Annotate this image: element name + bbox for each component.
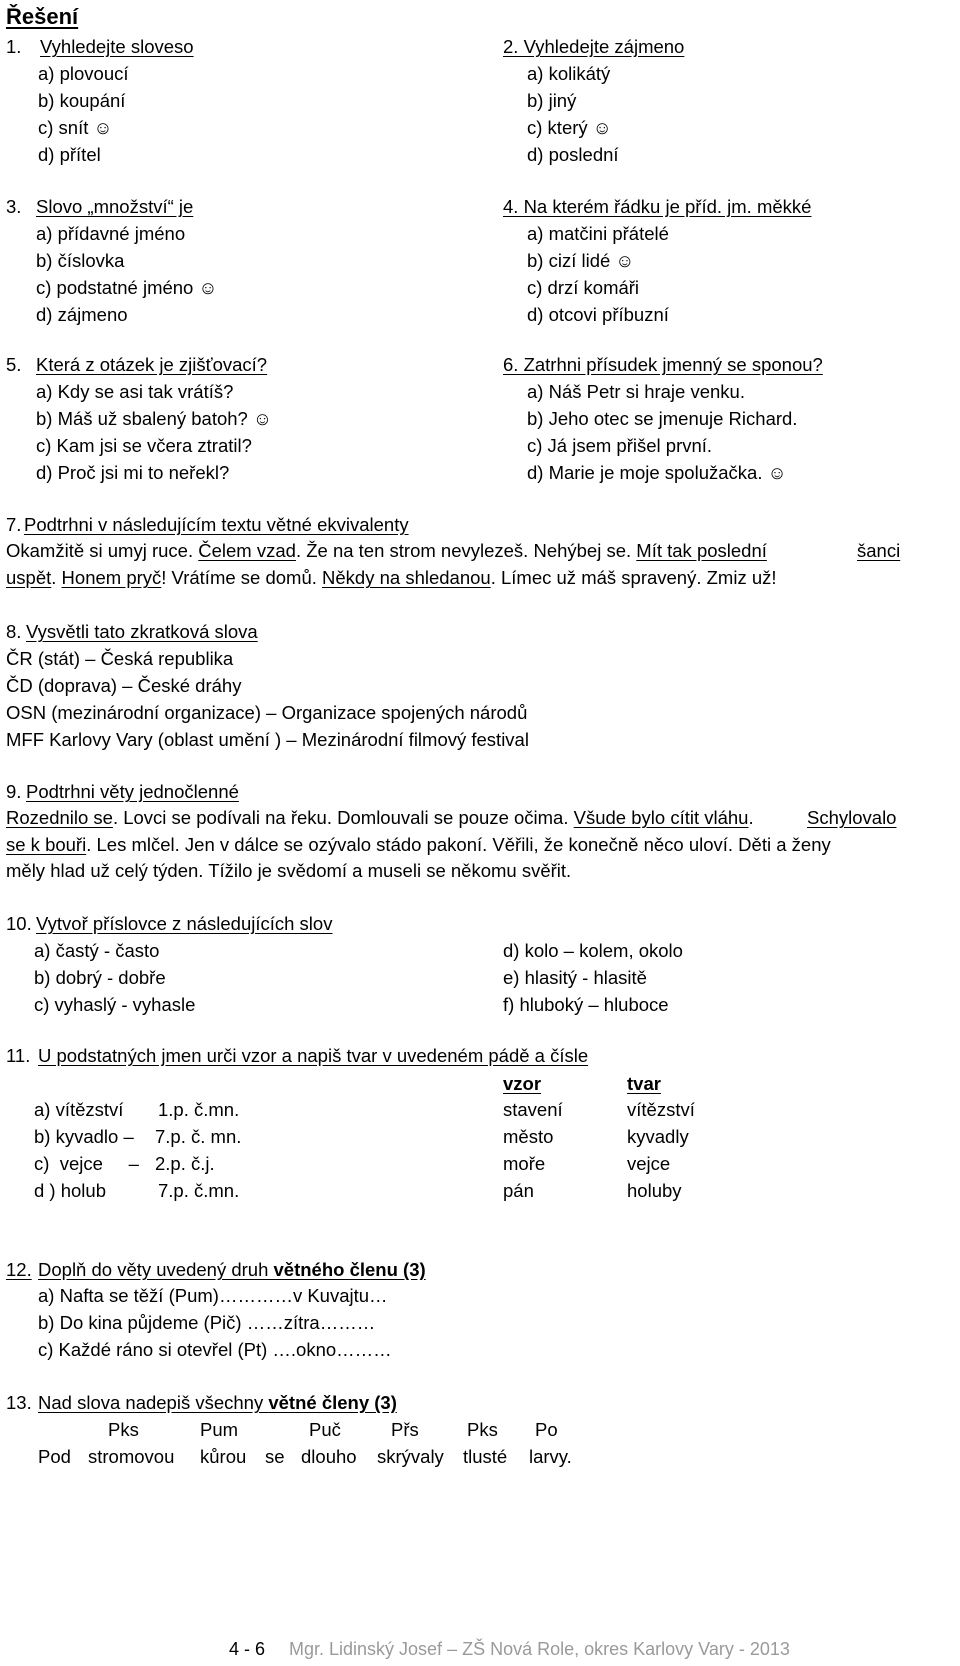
abbreviation-line: ČR (stát) – Česká republika: [6, 648, 234, 669]
row-tvar: vítězství: [627, 1099, 695, 1120]
underlined-run: Rozednilo se: [6, 807, 113, 828]
question-number: 8.: [6, 621, 22, 642]
abbreviation-line: OSN (mezinárodní organizace) – Organizace spojených národů: [6, 702, 528, 723]
option-c: c) Kam jsi se včera ztratil?: [36, 435, 252, 456]
row-word: a) vítězství: [34, 1099, 124, 1120]
row-vzor: pán: [503, 1180, 534, 1201]
sentence-a: a) Nafta se těží (Pum)…………v Kuvajtu…: [38, 1285, 388, 1306]
question-number: 5.: [6, 354, 22, 375]
underlined-run: Mít tak poslední: [636, 540, 767, 561]
row-tvar: kyvadly: [627, 1126, 689, 1147]
question-label: 6. Zatrhni přísudek jmenný se sponou?: [503, 354, 823, 375]
question-label: 4. Na kterém řádku je příd. jm. měkké: [503, 196, 812, 217]
member-tag: Po: [535, 1419, 558, 1440]
row-tvar: holuby: [627, 1180, 682, 1201]
member-tag: Pks: [467, 1419, 498, 1440]
sentence-word: skrývaly: [377, 1446, 444, 1467]
label-bold: větné členy (3): [268, 1392, 397, 1413]
question-label: Slovo „množství“ je: [36, 196, 194, 217]
option-b: b) jiný: [527, 90, 577, 111]
question-label: Vysvětli tato zkratková slova: [26, 621, 258, 642]
underlined-run: se k bouři: [6, 834, 87, 855]
sentence-word: se: [265, 1446, 285, 1467]
sentence-c: c) Každé ráno si otevřel (Pt) ….okno………: [38, 1339, 392, 1360]
label-bold: větného členu (3): [273, 1259, 426, 1280]
option-d: d) Marie je moje spolužačka. ☺: [527, 462, 787, 483]
option-c: c) Já jsem přišel první.: [527, 435, 713, 456]
sentence-word: Pod: [38, 1446, 71, 1467]
text-line-2: [6, 834, 831, 856]
text-run: Okamžitě si umyj ruce.: [6, 540, 199, 561]
question-label: Vytvoř příslovce z následujících slov: [36, 913, 333, 934]
option-c: c) podstatné jméno ☺: [36, 277, 218, 298]
option-a: a) přídavné jméno: [36, 223, 186, 244]
page-number: 4 - 6: [229, 1639, 266, 1659]
text-run: . Límec už máš spravený. Zmiz už!: [490, 567, 777, 588]
option-b: b) Máš už sbalený batoh? ☺: [36, 408, 272, 429]
answer-e: e) hlasitý - hlasitě: [503, 967, 647, 988]
text-run: . Lovci se podívali na řeku. Domlouvali se pouze očima.: [112, 807, 574, 828]
underlined-run: Všude bylo cítit vláhu: [573, 807, 749, 828]
option-a: a) Kdy se asi tak vrátíš?: [36, 381, 234, 402]
question-label: U podstatných jmen urči vzor a napiš tvar v uvedeném pádě a čísle: [38, 1045, 589, 1066]
question-label: [38, 1259, 426, 1281]
option-b: b) Jeho otec se jmenuje Richard.: [527, 408, 798, 429]
page-title: Řešení: [6, 4, 79, 29]
abbreviation-line: MFF Karlovy Vary (oblast umění ) – Mezinárodní filmový festival: [6, 729, 529, 750]
abbreviation-line: ČD (doprava) – České dráhy: [6, 675, 242, 696]
option-d: d) zájmeno: [36, 304, 128, 325]
sentence-word: dlouho: [301, 1446, 357, 1467]
row-vzor: stavení: [503, 1099, 563, 1120]
sentence-word: tlusté: [463, 1446, 508, 1467]
answer-a: a) častý - často: [34, 940, 160, 961]
footer-credit: Mgr. Lidinský Josef – ZŠ Nová Role, okres Karlovy Vary - 2013: [289, 1639, 790, 1659]
column-header-tvar: tvar: [627, 1073, 661, 1094]
question-number: 11.: [6, 1045, 31, 1066]
underlined-run: šanci: [857, 540, 901, 561]
question-label: Která z otázek je zjišťovací?: [36, 354, 268, 375]
member-tag: Přs: [391, 1419, 419, 1440]
column-header-vzor: vzor: [503, 1073, 542, 1094]
underlined-run: Honem pryč: [61, 567, 162, 588]
sentence-word: kůrou: [200, 1446, 247, 1467]
question-number: 13.: [6, 1392, 32, 1413]
row-word: b) kyvadlo –: [34, 1126, 134, 1147]
sentence-b: b) Do kina půjdeme (Pič) ……zítra………: [38, 1312, 376, 1333]
answer-d: d) kolo – kolem, okolo: [503, 940, 683, 961]
answer-c: c) vyhaslý - vyhasle: [34, 994, 196, 1015]
question-label: [38, 1392, 397, 1414]
row-case: 1.p. č.mn.: [158, 1099, 240, 1120]
row-vzor: moře: [503, 1153, 546, 1174]
question-number: 12.: [6, 1259, 32, 1280]
text-line-2: [6, 567, 777, 589]
underlined-run: Čelem vzad: [198, 540, 296, 561]
member-tag: Puč: [309, 1419, 341, 1440]
option-a: a) plovoucí: [38, 63, 129, 84]
sentence-word: stromovou: [88, 1446, 175, 1467]
row-tvar: vejce: [627, 1153, 671, 1174]
text-run: .: [51, 567, 62, 588]
question-number: 10.: [6, 913, 32, 934]
option-d: d) Proč jsi mi to neřekl?: [36, 462, 230, 483]
member-tag: Pum: [200, 1419, 239, 1440]
question-number: 1.: [6, 36, 22, 57]
question-number: 9.: [6, 781, 22, 802]
question-label: Podtrhni v následujícím textu větné ekvivalenty: [24, 514, 409, 535]
option-a: a) kolikátý: [527, 63, 611, 84]
underlined-run: uspět: [6, 567, 52, 588]
question-label: 2. Vyhledejte zájmeno: [503, 36, 685, 57]
text-run: . Že na ten strom nevylezeš. Nehýbej se.: [295, 540, 637, 561]
question-label: Vyhledejte sloveso: [40, 36, 194, 57]
option-b: b) číslovka: [36, 250, 125, 271]
text-line-3: měly hlad už celý týden. Tížilo je svědomí a museli se někomu svěřit.: [6, 860, 572, 881]
row-case: 2.p. č.j.: [155, 1153, 215, 1174]
option-d: d) otcovi příbuzní: [527, 304, 669, 325]
text-run: ! Vrátíme se domů.: [161, 567, 323, 588]
option-c: c) který ☺: [527, 117, 612, 138]
row-case: 7.p. č.mn.: [158, 1180, 240, 1201]
text-line-1: [6, 540, 767, 562]
underlined-run: Někdy na shledanou: [322, 567, 491, 588]
option-c: c) snít ☺: [38, 117, 113, 138]
question-label: Podtrhni věty jednočlenné: [26, 781, 239, 802]
member-tag: Pks: [108, 1419, 139, 1440]
text-run: .: [748, 807, 754, 828]
label-text: Nad slova nadepiš všechny: [38, 1392, 269, 1413]
option-c: c) drzí komáři: [527, 277, 640, 298]
row-word: d ) holub: [34, 1180, 106, 1201]
underlined-run: Schylovalo: [807, 807, 897, 828]
option-d: d) přítel: [38, 144, 101, 165]
option-a: a) matčini přátelé: [527, 223, 669, 244]
text-line-1: [6, 807, 754, 829]
text-run: . Les mlčel. Jen v dálce se ozývalo stádo pakoní. Věřili, že konečně něco uloví. Děti a ženy: [86, 834, 831, 855]
option-a: a) Náš Petr si hraje venku.: [527, 381, 745, 402]
label-text: Doplň do věty uvedený druh: [38, 1259, 274, 1280]
sentence-word: larvy.: [529, 1446, 572, 1467]
question-number: 7.: [6, 514, 22, 535]
answer-b: b) dobrý - dobře: [34, 967, 166, 988]
question-number: 3.: [6, 196, 22, 217]
answer-f: f) hluboký – hluboce: [503, 994, 669, 1015]
row-word: c) vejce –: [34, 1153, 139, 1174]
option-d: d) poslední: [527, 144, 619, 165]
row-case: 7.p. č. mn.: [155, 1126, 242, 1147]
option-b: b) koupání: [38, 90, 126, 111]
row-vzor: město: [503, 1126, 554, 1147]
option-b: b) cizí lidé ☺: [527, 250, 635, 271]
